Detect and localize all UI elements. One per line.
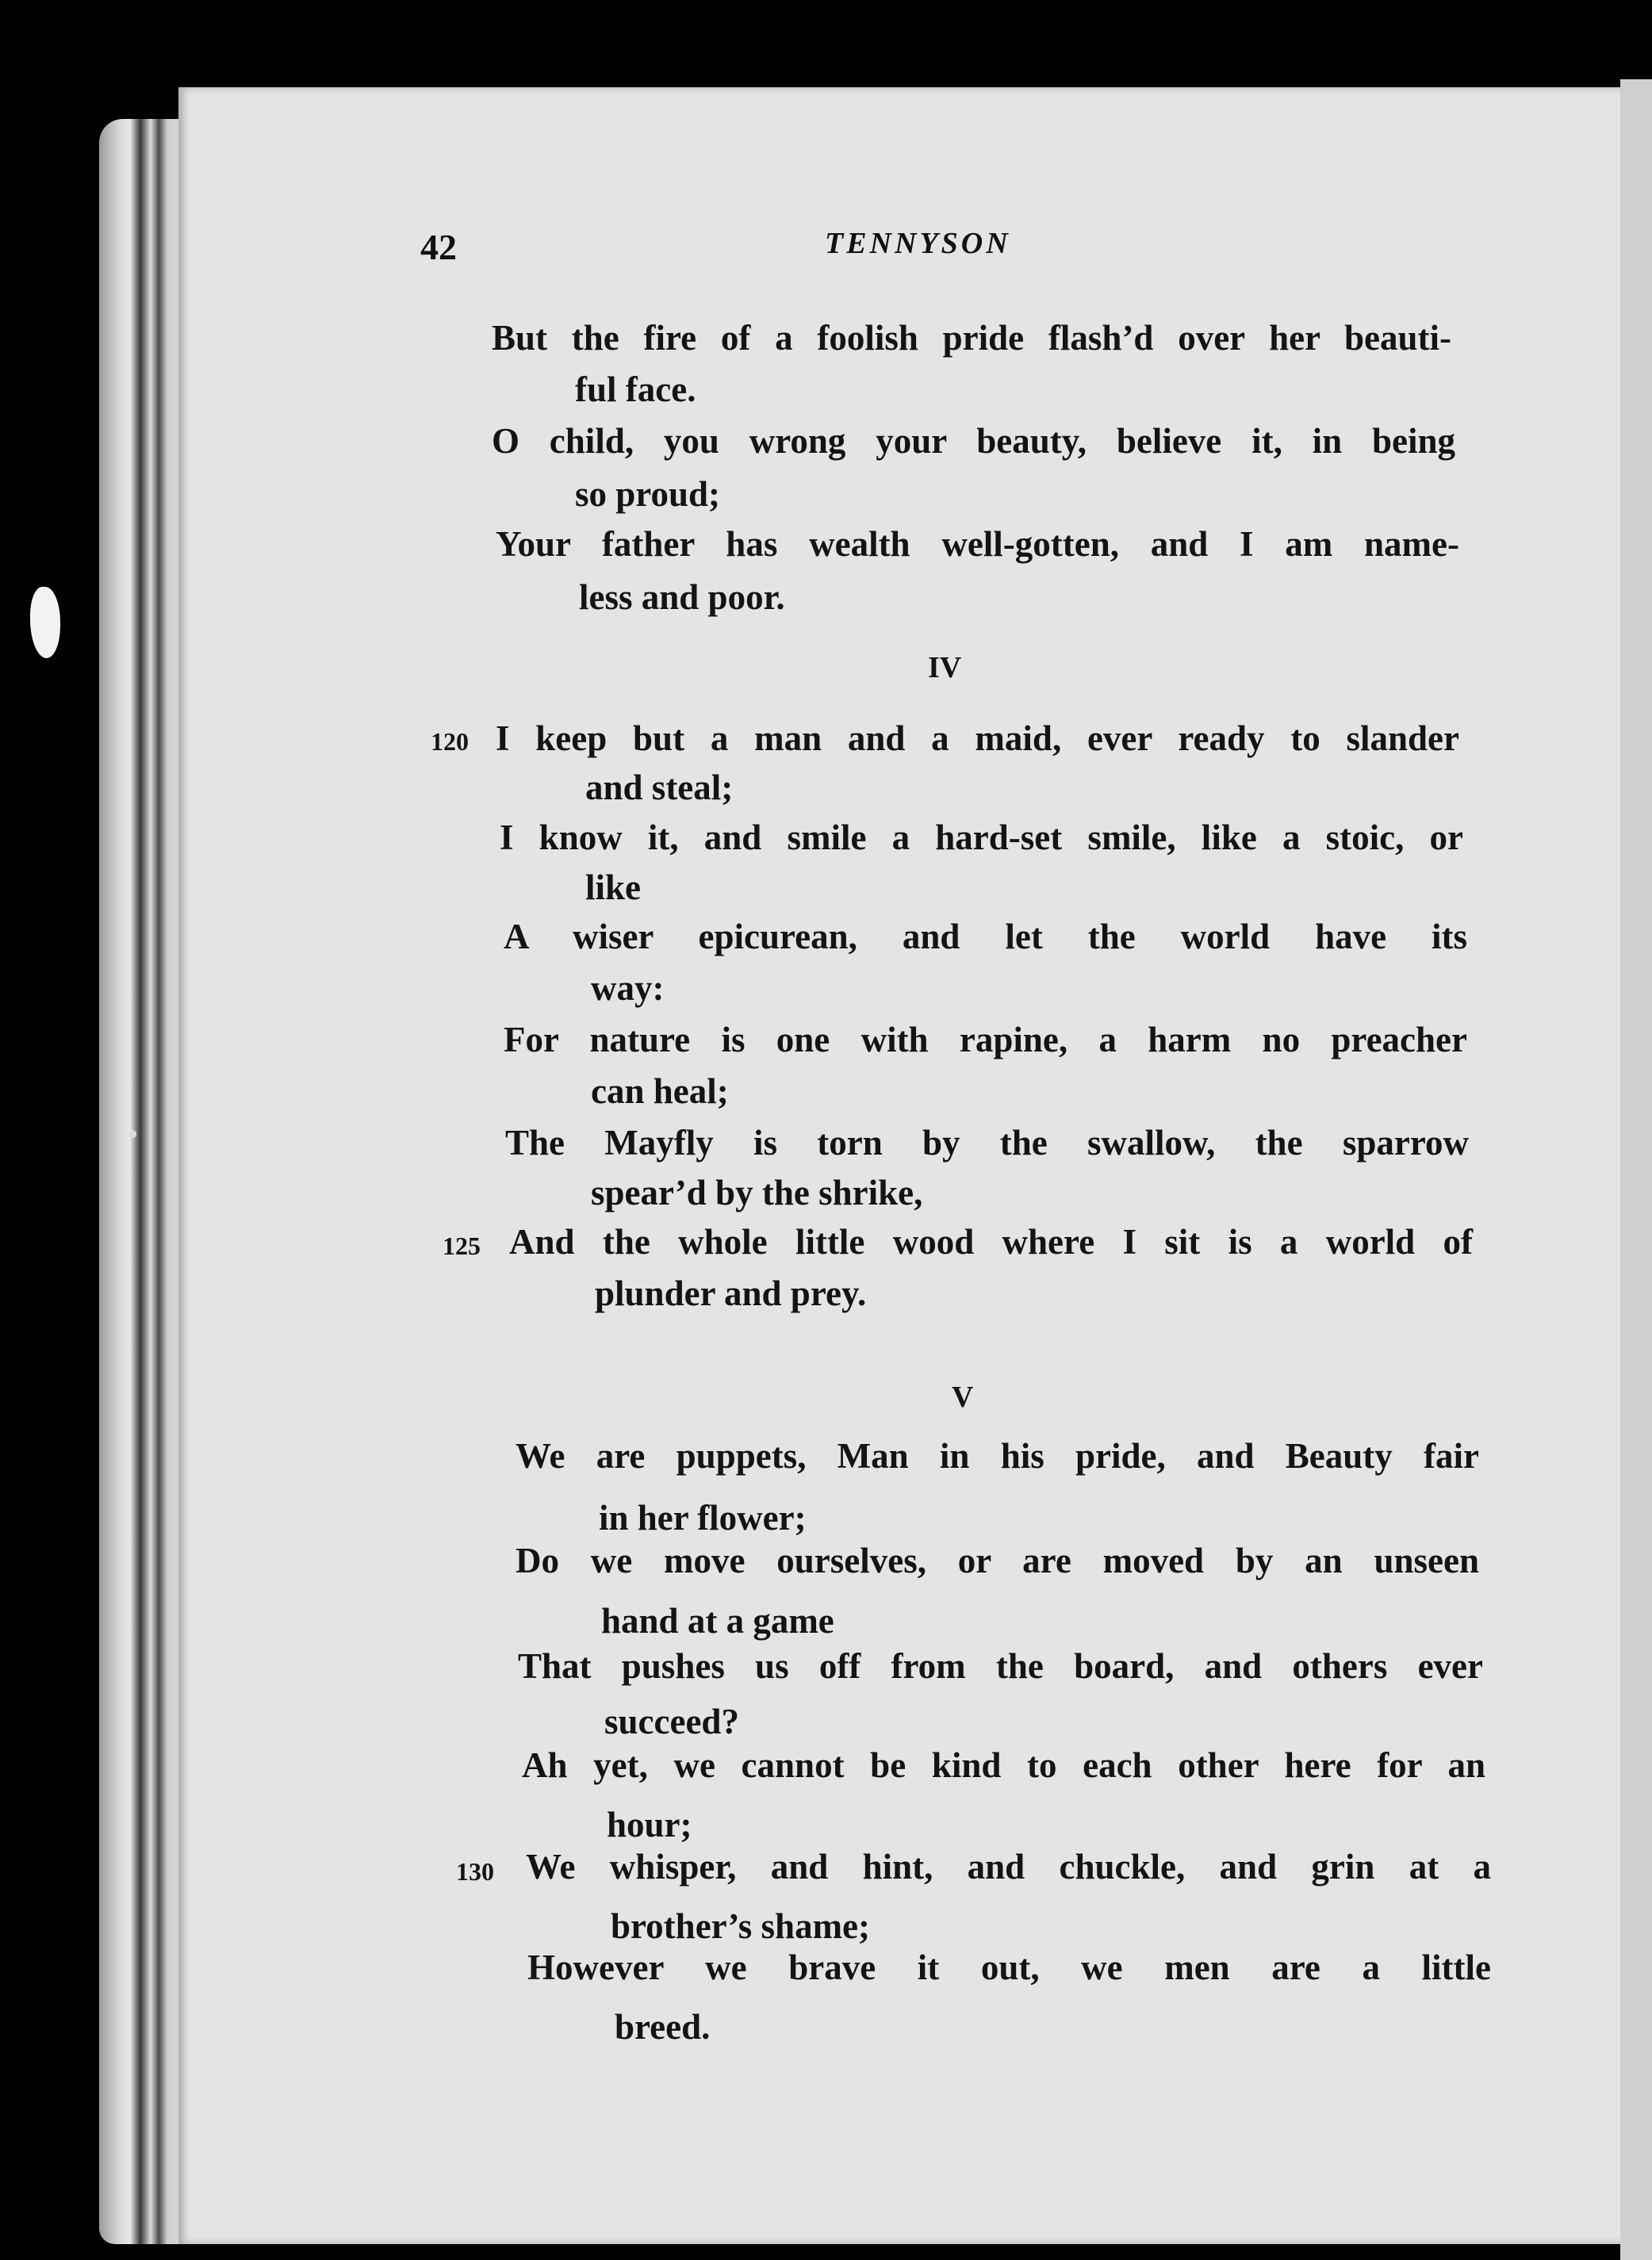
dust-speck: [128, 1130, 136, 1138]
verse-line: can heal;: [591, 1071, 729, 1111]
verse-line: spear’d by the shrike,: [591, 1173, 923, 1212]
verse-line: Your father has wealth well-gotten, and I am name-: [496, 524, 1459, 564]
verse-line: and steal;: [585, 768, 734, 807]
verse-line: O child, you wrong your beauty, believe it, in being: [492, 421, 1455, 461]
verse-line: breed.: [615, 2007, 711, 2047]
book-page: [178, 87, 1642, 2244]
page-header: [0, 226, 1652, 274]
verse-line: hand at a game: [601, 1601, 834, 1641]
verse-line: That pushes us off from the board, and others ever: [518, 1646, 1483, 1686]
verse-line: like: [585, 868, 642, 907]
verse-line: in her flower;: [599, 1498, 807, 1538]
verse-line: I keep but a man and a maid, ever ready to slander: [496, 718, 1459, 758]
section-heading: IV: [928, 651, 962, 684]
page-number: 42: [420, 227, 457, 267]
verse-line: Ah yet, we cannot be kind to each other here for an: [522, 1745, 1485, 1785]
verse-line: However we brave it out, we men are a little: [527, 1948, 1491, 1987]
section-heading: V: [952, 1381, 974, 1414]
verse-line: We are puppets, Man in his pride, and Beauty fair: [516, 1436, 1479, 1476]
paper-fragment: [30, 587, 60, 658]
verse-line: For nature is one with rapine, a harm no preacher: [504, 1020, 1467, 1059]
verse-line: ful face.: [575, 370, 696, 409]
verse-line: less and poor.: [579, 577, 785, 617]
verse-line: We whisper, and hint, and chuckle, and grin at a: [526, 1847, 1491, 1887]
verse-line: brother’s shame;: [611, 1906, 871, 1946]
verse-line: so proud;: [575, 474, 720, 514]
verse-line: The Mayfly is torn by the swallow, the sparrow: [505, 1123, 1469, 1163]
verse-line: hour;: [607, 1805, 692, 1844]
line-number: 120: [431, 727, 469, 756]
verse-line: And the whole little wood where I sit is a world of: [509, 1222, 1473, 1262]
verse-line: Do we move ourselves, or are moved by an unseen: [516, 1541, 1479, 1580]
verse-line: I know it, and smile a hard-set smile, like a stoic, or: [500, 818, 1463, 857]
line-number: 130: [456, 1857, 494, 1886]
verse-line: succeed?: [604, 1702, 739, 1741]
verse-line: plunder and prey.: [595, 1274, 867, 1313]
verse-line: But the fire of a foolish pride flash’d over her beauti-: [492, 318, 1451, 358]
verse-line: A wiser epicurean, and let the world have its: [504, 917, 1467, 956]
line-number: 125: [443, 1232, 481, 1260]
facing-page-edge: [1620, 79, 1652, 2260]
running-head: TENNYSON: [825, 227, 1011, 260]
verse-line: way:: [591, 968, 665, 1008]
